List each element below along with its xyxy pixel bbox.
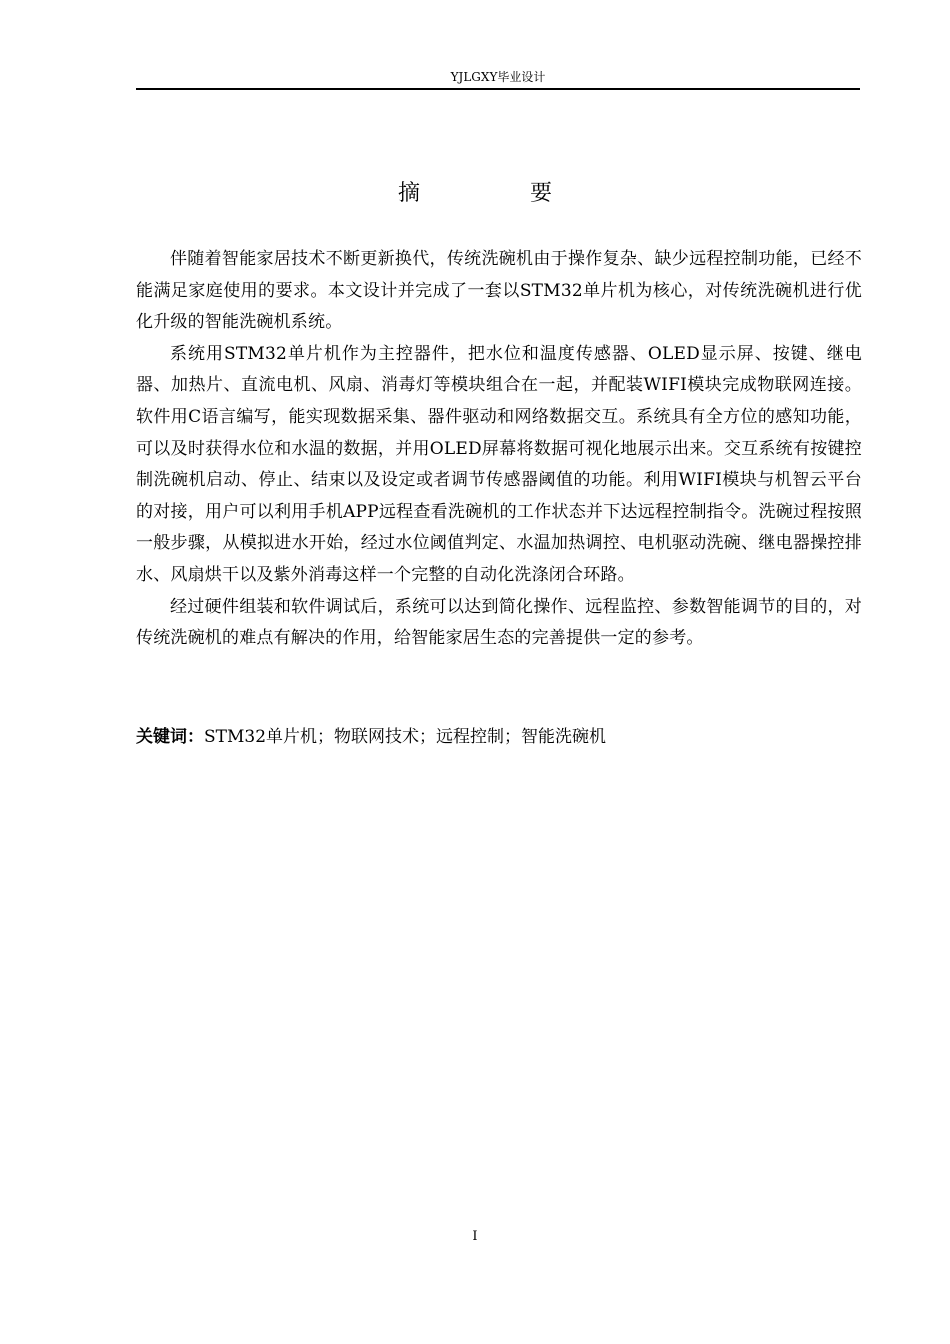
keywords-label: 关键词：	[136, 727, 204, 747]
keywords-value: STM32单片机；物联网技术；远程控制；智能洗碗机	[204, 727, 607, 747]
keywords-line	[136, 722, 862, 752]
abstract-body	[136, 244, 862, 655]
header-text: YJLGXY毕业设计	[450, 70, 546, 84]
abstract-paragraph-3: 经过硬件组装和软件调试后，系统可以达到简化操作、远程监控、参数智能调节的目的，对传统洗碗机的难点有解决的作用，给智能家居生态的完善提供一定的参考。	[136, 596, 862, 649]
abstract-title: 摘 要	[397, 181, 596, 206]
abstract-paragraph-1: 伴随着智能家居技术不断更新换代，传统洗碗机由于操作复杂、缺少远程控制功能，已经不能满足家庭使用的要求。本文设计并完成了一套以STM32单片机为核心，对传统洗碗机进行优化升级的智能洗碗机系统。	[136, 249, 862, 333]
abstract-paragraph-2: 系统用STM32单片机作为主控器件，把水位和温度传感器、OLED显示屏、按键、继电器、加热片、直流电机、风扇、消毒灯等模块组合在一起，并配装WIFI模块完成物联网连接。软件用C语言编写，能实现数据采集、器件驱动和网络数据交互。系统具有全方位的感知功能，可以及时获得水位和水温的数据，并用OLED屏幕将数据可视化地展示出来。交互系统有按键控制洗碗机启动、停止、结束以及设定或者调节传感器阈值的功能。利用WIFI模块与机智云平台的对接，用户可以利用手机APP远程查看洗碗机的工作状态并下达远程控制指令。洗碗过程按照一般步骤，从模拟进水开始，经过水位阈值判定、水温加热调控、电机驱动洗碗、继电器操控排水、风扇烘干以及紫外消毒这样一个完整的自动化洗涤闭合环路。	[136, 343, 862, 585]
page-number: I	[472, 1229, 478, 1244]
page-header	[136, 66, 860, 90]
